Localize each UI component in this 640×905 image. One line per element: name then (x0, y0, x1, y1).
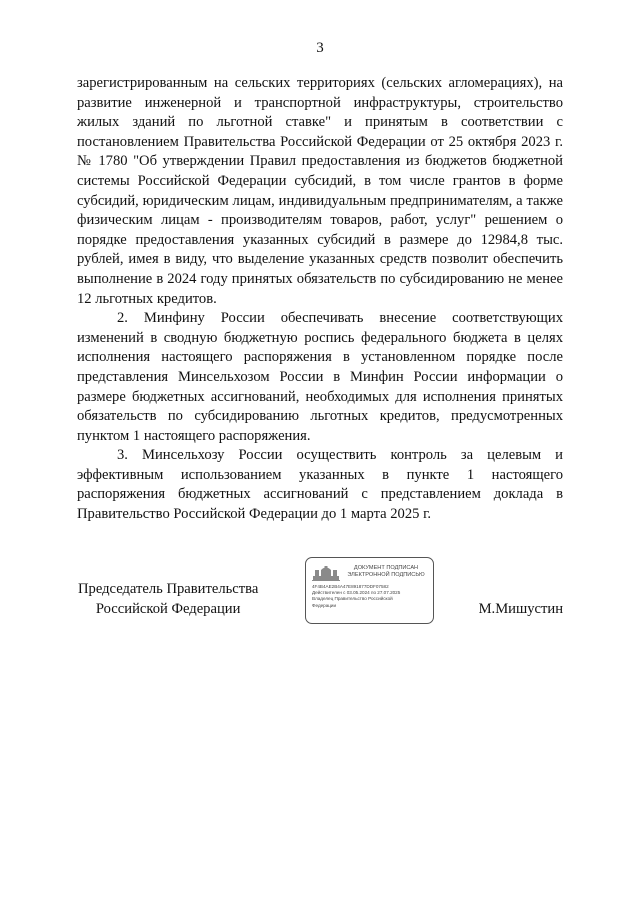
document-body (77, 74, 563, 525)
paragraph-item-2: 2. Минфину России обеспечивать внесение соответствующих изменений в сводную бюджетную роспись федерального бюджета в целях исполнения настоящего распоряжения в установленном порядке после представления Минсельхозом России в Минфин России информации о размере бюджетных ассигнований, необходимых для исполнения принятых обязательств по субсидированию льготных кредитов, предусмотренных пунктом 1 настоящего распоряжения. (77, 310, 563, 444)
coat-of-arms-icon (312, 564, 340, 581)
page-number: 3 (316, 40, 324, 56)
stamp-owner-line-2: Федерации (312, 602, 337, 608)
stamp-owner-line-1: Владелец Правительство Российской (312, 596, 393, 602)
stamp-header-line-1: ДОКУМЕНТ ПОДПИСАН (353, 565, 419, 571)
signatory-title-line-2: Российской Федерации (95, 600, 241, 617)
stamp-header (342, 565, 430, 579)
stamp-header-line-2: ЭЛЕКТРОННОЙ ПОДПИСЬЮ (347, 572, 425, 578)
signatory-title (78, 580, 258, 619)
electronic-signature-stamp (305, 557, 434, 624)
stamp-certificate: 4F4B4AE2B4A47E891877DDF07582 (312, 584, 389, 589)
stamp-validity: Действителен с 03.05.2024 по 27.07.2025 (312, 590, 401, 596)
paragraph-item-3: 3. Минсельхозу России осуществить контроль за целевым и эффективным использованием указанных в пункте 1 настоящего распоряжения бюджетных ассигнований с представлением доклада в Правительство Российской Федерации до 1 марта 2025 г. (77, 447, 563, 523)
signatory-title-line-1: Председатель Правительства (78, 581, 259, 597)
signatory-name: М.Мишустин (478, 601, 563, 617)
paragraph-continuation: зарегистрированным на сельских территориях (сельских агломерациях), на развитие инженерной и транспортной инфраструктуры, строительство жилых зданий по льготной ставке" и принятым в соответствии с постановлением Правительства Российской Федерации от 25 октября 2023 г. № 1780 "Об утверждении Правил предоставления из бюджетов бюджетной системы Российской Федерации субсидий, в том числе грантов в форме субсидий, юридическим лицам, индивидуальным предпринимателям, а также физическим лицам - производителям товаров, работ, услуг" решением о порядке предоставления указанных субсидий в размере до 12984,8 тыс. рублей, имея в виду, что выделение указанных средств позволит обеспечить выполнение в 2024 году принятых обязательств по субсидированию не менее 12 льготных кредитов. (77, 75, 563, 307)
stamp-details (312, 584, 430, 609)
